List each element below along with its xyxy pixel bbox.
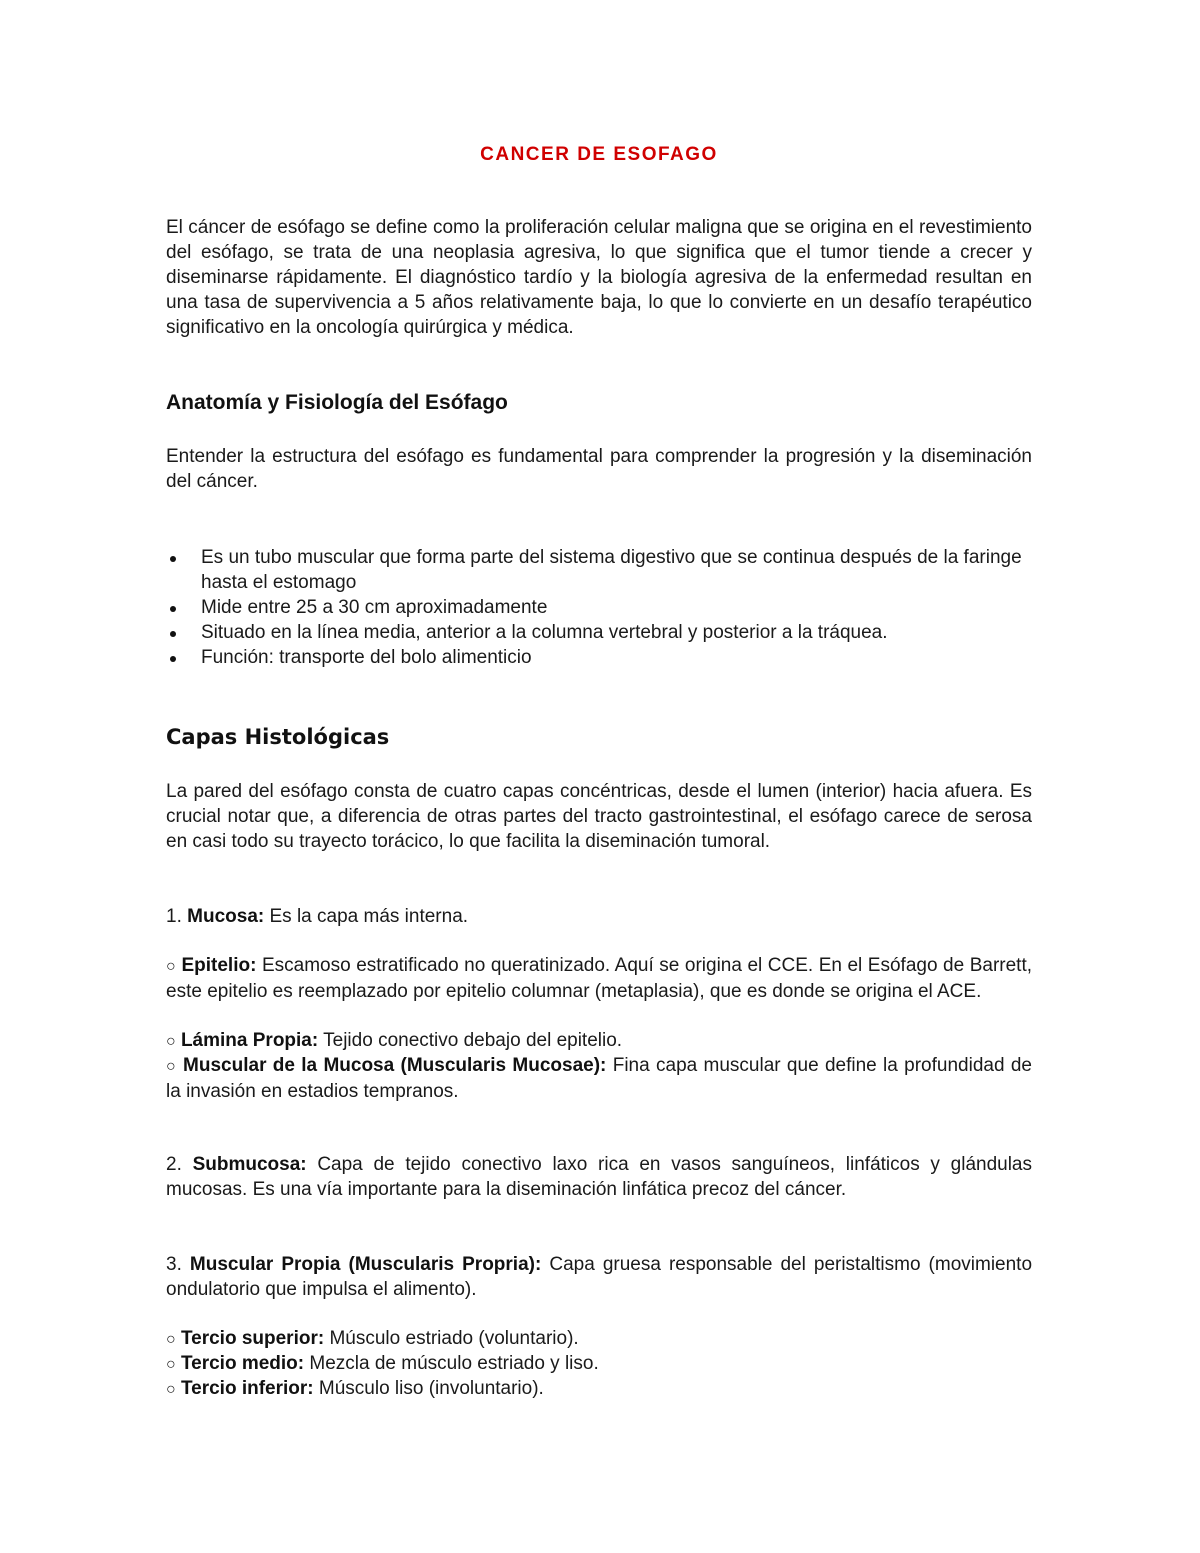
submucosa-item: 2. Submucosa: Capa de tejido conectivo laxo rica en vasos sanguíneos, linfáticos y glándulas mucosas. Es una vía importante para la diseminación linfática precoz del cáncer. [166, 1154, 1032, 1200]
bullet-icon [170, 631, 176, 637]
circle-bullet-icon: ○ [166, 1381, 176, 1398]
intro-paragraph: El cáncer de esófago se define como la proliferación celular maligna que se origina en el revestimiento del esófago, se trata de una neoplasia agresiva, lo que significa que el tumor tiende a crecer y diseminarse rápidamente. El diagnóstico tardío y la biología agresiva de la enfermedad resultan en una tasa de supervivencia a 5 años relativamente baja, lo que lo convierte en un desafío terapéutico significativo en la oncología quirúrgica y médica. [166, 217, 1032, 338]
anatomy-bullet-list [166, 545, 1032, 670]
mucosa-item: 1. Mucosa: Es la capa más interna. [166, 906, 469, 927]
muscular-sub-item-superior: ○ Tercio superior: Músculo estriado (voluntario). [166, 1328, 579, 1349]
list-item: Función: transporte del bolo alimenticio [166, 645, 1032, 670]
list-item: Mide entre 25 a 30 cm aproximadamente [166, 595, 1032, 620]
list-item: Situado en la línea media, anterior a la columna vertebral y posterior a la tráquea. [166, 620, 1032, 645]
anatomy-paragraph: Entender la estructura del esófago es fundamental para comprender la progresión y la diseminación del cáncer. [166, 446, 1032, 492]
mucosa-sub-item-lamina: ○ Lámina Propia: Tejido conectivo debajo del epitelio. [166, 1030, 623, 1051]
circle-bullet-icon: ○ [166, 1356, 176, 1373]
muscular-item: 3. Muscular Propia (Muscularis Propria): Capa gruesa responsable del peristaltismo (movimiento ondulatorio que impulsa el alimento). [166, 1254, 1033, 1300]
muscular-sub-item-inferior: ○ Tercio inferior: Músculo liso (involuntario). [166, 1378, 544, 1399]
bullet-icon [170, 656, 176, 662]
muscular-sub-item-medio: ○ Tercio medio: Mezcla de músculo estriado y liso. [166, 1353, 599, 1374]
anatomy-heading: Anatomía y Fisiología del Esófago [166, 391, 508, 414]
mucosa-sub-item-muscular: ○ Muscular de la Mucosa (Muscularis Mucosae): Fina capa muscular que define la profundidad de la invasión en estadios tempranos. [166, 1055, 1032, 1102]
mucosa-sub-item-epitelio: ○ Epitelio: Escamoso estratificado no queratinizado. Aquí se origina el CCE. En el Esófago de Barrett, este epitelio es reemplazado por epitelio columnar (metaplasia), que es donde se origina el ACE. [166, 955, 1033, 1002]
circle-bullet-icon: ○ [166, 1331, 176, 1348]
layers-heading: Capas Histológicas [166, 725, 390, 749]
list-item: Es un tubo muscular que forma parte del sistema digestivo que se continua después de la faringe hasta el estomago [166, 545, 1032, 595]
document-title: CANCER DE ESOFAGO [480, 144, 718, 165]
bullet-icon [170, 606, 176, 612]
circle-bullet-icon: ○ [166, 1058, 177, 1075]
layers-paragraph: La pared del esófago consta de cuatro capas concéntricas, desde el lumen (interior) hacia afuera. Es crucial notar que, a diferencia de otras partes del tracto gastrointestinal, el esófago carece de serosa en casi todo su trayecto torácico, lo que facilita la diseminación tumoral. [166, 781, 1032, 852]
circle-bullet-icon: ○ [166, 958, 176, 975]
circle-bullet-icon: ○ [166, 1033, 176, 1050]
bullet-icon [170, 556, 176, 562]
